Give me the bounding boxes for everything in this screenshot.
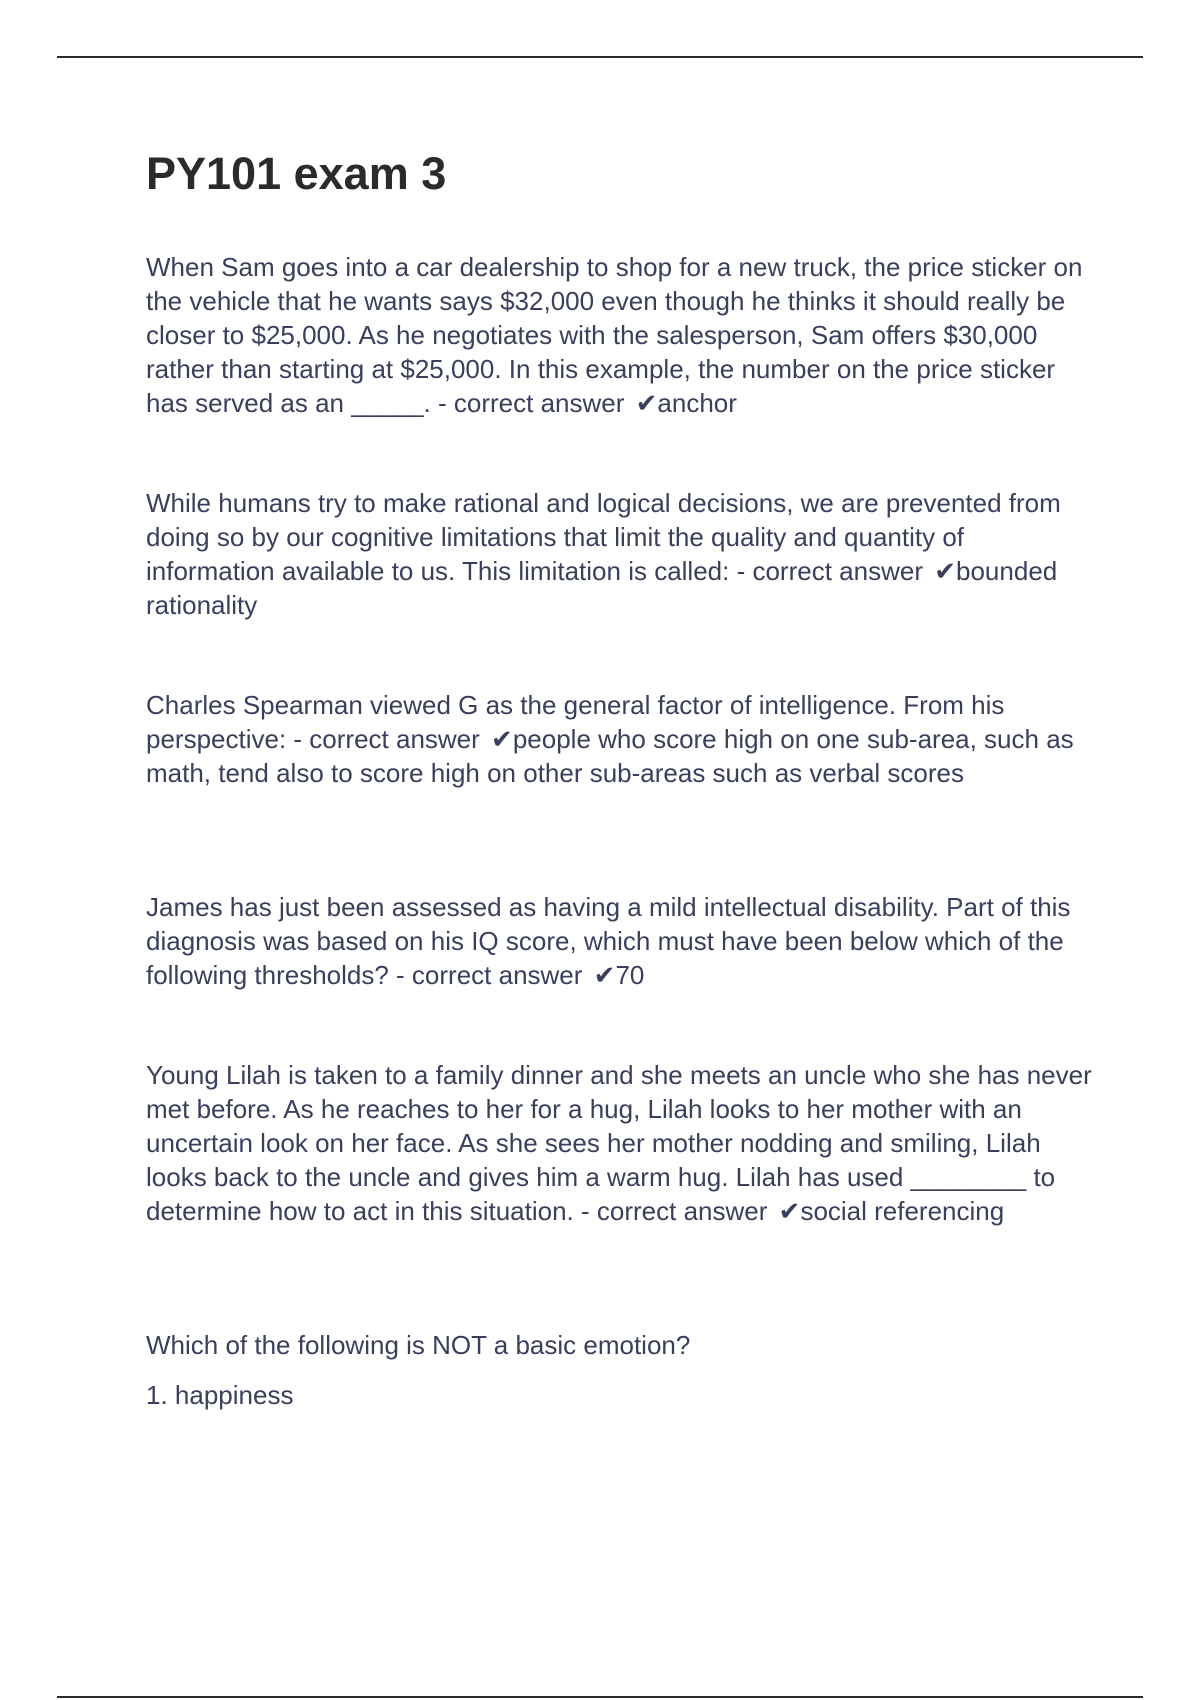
question-text: While humans try to make rational and logical decisions, we are prevented from doing so by our cognitive limitations that limit the quality and quantity of information available to us. This limitation is called: (146, 488, 1061, 586)
qa-item (146, 688, 1096, 790)
question-text: James has just been assessed as having a mild intellectual disability. Part of this diagnosis was based on his IQ score, which must have been below which of the following thresholds? (146, 892, 1071, 990)
top-rule (57, 56, 1143, 58)
checkmark-icon: ✔ (934, 556, 957, 586)
qa-item (146, 486, 1096, 622)
answer-text: 70 (615, 960, 645, 990)
qa-item (146, 1058, 1096, 1228)
checkmark-icon: ✔ (593, 960, 616, 990)
answer-label: - correct answer (736, 556, 923, 586)
question-text: Young Lilah is taken to a family dinner and she meets an uncle who she has never met before. As he reaches to her for a hug, Lilah looks to her mother with an uncertain look on her face. As she sees her mother nodding and smiling, Lilah looks back to the uncle and gives him a warm hug. Lilah has used ________ to determine how to act in this situation. (146, 1060, 1092, 1226)
answer-text: bounded rationality (146, 556, 1058, 620)
answer-label: - correct answer (396, 960, 583, 990)
answer-label: - correct answer (293, 724, 480, 754)
answer-option: 1. happiness (146, 1380, 294, 1410)
answer-text: anchor (657, 388, 737, 418)
checkmark-icon: ✔ (778, 1196, 801, 1226)
checkmark-icon: ✔ (635, 388, 658, 418)
question-text: Which of the following is NOT a basic emotion? (146, 1330, 691, 1360)
document-title: PY101 exam 3 (146, 148, 447, 199)
answer-label: - correct answer (438, 388, 625, 418)
question-text: Charles Spearman viewed G as the general factor of intelligence. From his perspective: (146, 690, 1005, 754)
checkmark-icon: ✔ (491, 724, 513, 754)
bottom-rule (57, 1696, 1143, 1698)
question-text: When Sam goes into a car dealership to shop for a new truck, the price sticker on the vehicle that he wants says $32,000 even though he thinks it should really be closer to $25,000. As he negotiates with the salesperson, Sam offers $30,000 rather than starting at $25,000. In this example, the number on the price sticker has served as an _____. (146, 252, 1083, 418)
qa-item (146, 890, 1096, 992)
qa-item (146, 250, 1096, 420)
answer-label: - correct answer (581, 1196, 768, 1226)
answer-text: social referencing (800, 1196, 1005, 1226)
answer-text: people who score high on one sub-area, such as math, tend also to score high on other sub-areas such as verbal scores (146, 724, 1074, 788)
